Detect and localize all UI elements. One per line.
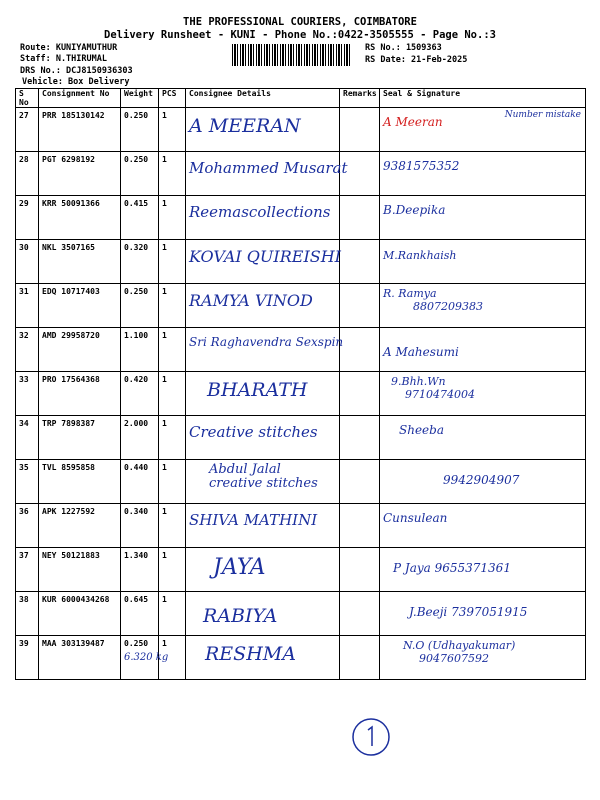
remarks-cell: [340, 240, 380, 284]
signature-note: 9710474004: [405, 388, 475, 401]
signature-cell: [380, 504, 586, 548]
weight-cell: 1.100: [121, 328, 159, 372]
consignment-cell: PRR 185130142: [39, 108, 121, 152]
remarks-cell: [340, 284, 380, 328]
table-row: [16, 548, 586, 592]
table-row: [16, 416, 586, 460]
sno-cell: 28: [16, 152, 39, 196]
consignee-cell: [186, 504, 340, 548]
consignee-handwriting: BHARATH: [207, 379, 308, 401]
consignee-cell: [186, 636, 340, 680]
signature-handwriting: J.Beeji 7397051915: [409, 605, 528, 619]
weight-cell: 0.440: [121, 460, 159, 504]
sno-cell: 32: [16, 328, 39, 372]
col-signature: Seal & Signature: [380, 89, 586, 108]
signature-cell: [380, 108, 586, 152]
remarks-cell: [340, 636, 380, 680]
total-weight-note: 6.320 kg: [124, 652, 169, 663]
signature-cell: [380, 416, 586, 460]
col-remarks: Remarks: [340, 89, 380, 108]
consignee-handwriting: RABIYA: [203, 605, 278, 627]
consignee-cell: [186, 372, 340, 416]
pcs-cell: 1: [159, 636, 186, 680]
col-weight: Weight: [121, 89, 159, 108]
signature-cell: [380, 284, 586, 328]
weight-cell: 0.645: [121, 592, 159, 636]
pcs-cell: 1: [159, 196, 186, 240]
company-title: THE PROFESSIONAL COURIERS, COIMBATORE: [183, 16, 417, 28]
consignee-handwriting: SHIVA MATHINI: [189, 511, 318, 529]
consignee-handwriting: KOVAI QUIREISHI: [189, 247, 341, 266]
consignment-cell: MAA 303139487: [39, 636, 121, 680]
pcs-cell: 1: [159, 240, 186, 284]
consignee-handwriting: RAMYA VINOD: [189, 291, 313, 310]
signature-cell: [380, 636, 586, 680]
signature-handwriting: M.Rankhaish: [383, 249, 457, 262]
pcs-cell: 1: [159, 108, 186, 152]
signature-handwriting: A Mahesumi: [383, 345, 459, 359]
consignee-handwriting: JAYA: [213, 555, 266, 580]
table-row: [16, 240, 586, 284]
table-row: [16, 328, 586, 372]
signature-handwriting: Sheeba: [399, 423, 444, 437]
consignee-handwriting: Sri Raghavendra Sexspin: [189, 335, 344, 349]
pcs-cell: 1: [159, 152, 186, 196]
table-row: [16, 152, 586, 196]
weight-cell: 0.250: [121, 108, 159, 152]
remarks-cell: [340, 548, 380, 592]
weight-cell: 1.340: [121, 548, 159, 592]
consignee-handwriting: Mohammed Musarat: [189, 159, 348, 177]
pcs-cell: 1: [159, 460, 186, 504]
pcs-cell: 1: [159, 284, 186, 328]
signature-handwriting: 9.Bhh.Wn: [391, 375, 446, 388]
consignee-cell: [186, 592, 340, 636]
sno-cell: 35: [16, 460, 39, 504]
sno-cell: 30: [16, 240, 39, 284]
remarks-cell: [340, 592, 380, 636]
barcode: [232, 44, 350, 66]
consignee-cell: [186, 460, 340, 504]
signature-cell: [380, 196, 586, 240]
consignee-handwriting: Creative stitches: [189, 423, 318, 441]
consignee-cell: [186, 548, 340, 592]
remarks-cell: [340, 328, 380, 372]
signature-handwriting: R. Ramya: [383, 287, 437, 300]
signature-cell: [380, 240, 586, 284]
signature-handwriting: A Meeran: [383, 115, 443, 129]
remarks-cell: [340, 416, 380, 460]
consignment-cell: PRO 17564368: [39, 372, 121, 416]
pcs-cell: 1: [159, 592, 186, 636]
consignee-cell: [186, 108, 340, 152]
sno-cell: 34: [16, 416, 39, 460]
consignment-cell: TRP 7898387: [39, 416, 121, 460]
table-row: [16, 284, 586, 328]
signature-handwriting: 9942904907: [443, 473, 520, 487]
table-row: [16, 592, 586, 636]
consignee-handwriting: A MEERAN: [189, 115, 301, 137]
signature-handwriting: P Jaya 9655371361: [393, 561, 511, 575]
rs-number: RS No.: 1509363: [365, 43, 442, 53]
consignee-handwriting: Abdul Jalal creative stitches: [209, 462, 318, 491]
consignment-cell: PGT 6298192: [39, 152, 121, 196]
remarks-cell: [340, 460, 380, 504]
signature-cell: [380, 152, 586, 196]
consignee-cell: [186, 152, 348, 196]
signature-cell: [380, 548, 586, 592]
sno-cell: 33: [16, 372, 39, 416]
signature-handwriting: 9381575352: [383, 159, 460, 173]
staff-label: Staff: N.THIRUMAL: [20, 54, 107, 64]
consignment-cell: KRR 50091366: [39, 196, 121, 240]
signature-handwriting: N.O (Udhayakumar): [403, 639, 516, 652]
pcs-cell: 1: [159, 504, 186, 548]
weight-value: 0.250: [124, 639, 149, 648]
consignment-cell: APK 1227592: [39, 504, 121, 548]
consignment-cell: AMD 29958720: [39, 328, 121, 372]
signature-handwriting: Cunsulean: [383, 511, 448, 525]
table-row: [16, 196, 586, 240]
col-consignee: Consignee Details: [186, 89, 340, 108]
signature-note: Number mistake: [504, 110, 581, 120]
remarks-cell: [340, 196, 380, 240]
sno-cell: 38: [16, 592, 39, 636]
remarks-cell: [340, 504, 380, 548]
consignee-cell: [186, 328, 344, 372]
pcs-cell: 1: [159, 416, 186, 460]
consignee-cell: [186, 416, 340, 460]
consignee-cell: [186, 284, 340, 328]
remarks-cell: [340, 108, 380, 152]
remarks-cell: [340, 372, 380, 416]
signature-cell: [380, 592, 586, 636]
vehicle-label: Vehicle: Box Delivery: [22, 77, 130, 87]
signature-handwriting: B.Deepika: [383, 203, 446, 217]
weight-cell: 0.250: [121, 152, 159, 196]
sno-cell: 31: [16, 284, 39, 328]
signature-cell: [380, 328, 586, 372]
consignment-cell: NEY 50121883: [39, 548, 121, 592]
table-header-row: [16, 89, 586, 108]
drs-number: DRS No.: DCJ8150936303: [20, 66, 133, 76]
weight-cell: [121, 636, 169, 680]
weight-cell: 0.415: [121, 196, 159, 240]
consignee-handwriting: Reemascollections: [189, 203, 331, 221]
signature-note: 9047607592: [419, 652, 489, 665]
weight-cell: 0.320: [121, 240, 159, 284]
table-row: [16, 504, 586, 548]
col-pcs: PCS: [159, 89, 186, 108]
consignee-cell: [186, 240, 340, 284]
signature-note: 8807209383: [413, 300, 483, 313]
weight-cell: 0.340: [121, 504, 159, 548]
col-sno: S No: [16, 89, 39, 108]
runsheet-subtitle: Delivery Runsheet - KUNI - Phone No.:0422-3505555 - Page No.:3: [104, 29, 496, 41]
circled-one-mark: [350, 716, 392, 758]
consignment-cell: TVL 8595858: [39, 460, 121, 504]
pcs-cell: 1: [159, 372, 186, 416]
consignment-cell: NKL 3507165: [39, 240, 121, 284]
consignee-handwriting: RESHMA: [205, 643, 296, 665]
route-label: Route: KUNIYAMUTHUR: [20, 43, 118, 53]
table-row: [16, 372, 586, 416]
weight-cell: 2.000: [121, 416, 159, 460]
table-row: [16, 460, 586, 504]
consignment-cell: EDQ 10717403: [39, 284, 121, 328]
signature-cell: [380, 372, 586, 416]
sno-cell: 29: [16, 196, 39, 240]
pcs-cell: 1: [159, 328, 186, 372]
weight-cell: 0.250: [121, 284, 159, 328]
consignment-cell: KUR 6000434268: [39, 592, 121, 636]
sno-cell: 37: [16, 548, 39, 592]
sno-cell: 39: [16, 636, 39, 680]
consignee-cell: [186, 196, 340, 240]
runsheet-table: [15, 88, 586, 680]
rs-date: RS Date: 21-Feb-2025: [365, 55, 468, 65]
table-row: [16, 108, 586, 152]
weight-cell: 0.420: [121, 372, 159, 416]
sno-cell: 27: [16, 108, 39, 152]
pcs-cell: 1: [159, 548, 186, 592]
table-row: [16, 636, 586, 680]
col-consignment: Consignment No: [39, 89, 121, 108]
signature-cell: [380, 460, 586, 504]
sno-cell: 36: [16, 504, 39, 548]
